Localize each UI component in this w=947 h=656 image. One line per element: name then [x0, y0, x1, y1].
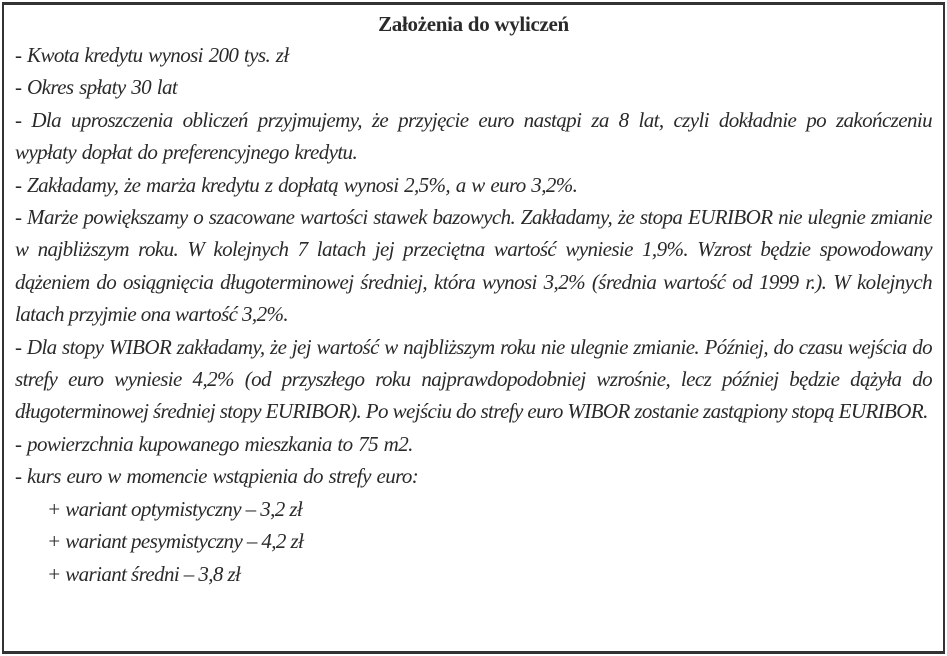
- item-margin: - Zakładamy, że marża kredytu z dopłatą wynosi 2,5%, a w euro 3,2%.: [15, 172, 578, 197]
- item-euribor: - Marże powiększamy o szacowane wartości stawek bazowych. Zakładamy, że stopa EURIBOR nie ulegnie zmianie w najbliższym roku. W kolejnych 7 latach jej przeciętna wartość wyniesie 1,9%. Wzrost będzie spowodowany dążeniem do osiągnięcia długoterminowej średniej, która wynosi 3,2% (średnia wartość od 1999 r.). W kolejnych latach przyjmie ona wartość 3,2%.: [15, 205, 932, 327]
- variant-average: + wariant średni – 3,8 zł: [47, 561, 241, 586]
- item-apartment-area: - powierzchnia kupowanego mieszkania to 75 m2.: [15, 431, 413, 456]
- item-euro-rate: - kurs euro w momencie wstąpienia do strefy euro:: [15, 464, 419, 489]
- document-title: Założenia do wyliczeń: [378, 12, 569, 36]
- variant-pessimistic: + wariant pesymistyczny – 4,2 zł: [47, 529, 304, 554]
- assumptions-box: [2, 2, 945, 654]
- item-loan-amount: - Kwota kredytu wynosi 200 tys. zł: [15, 43, 289, 67]
- item-repayment-period: - Okres spłaty 30 lat: [15, 75, 178, 100]
- item-euro-adoption: - Dla uproszczenia obliczeń przyjmujemy, że przyjęcie euro nastąpi za 8 lat, czyli dokładnie po zakończeniu wypłaty dopłat do preferencyjnego kredytu.: [15, 107, 932, 165]
- variant-optimistic: + wariant optymistyczny – 3,2 zł: [47, 496, 303, 521]
- item-wibor: - Dla stopy WIBOR zakładamy, że jej wartość w najbliższym roku nie ulegnie zmianie. Później, do czasu wejścia do strefy euro wyniesie 4,2% (od przyszłego roku najprawdopodobniej wzrośnie, lecz później będzie dążyła do długoterminowej średniej stopy EURIBOR). Po wejściu do strefy euro WIBOR zostanie zastąpiony stopą EURIBOR.: [15, 334, 932, 424]
